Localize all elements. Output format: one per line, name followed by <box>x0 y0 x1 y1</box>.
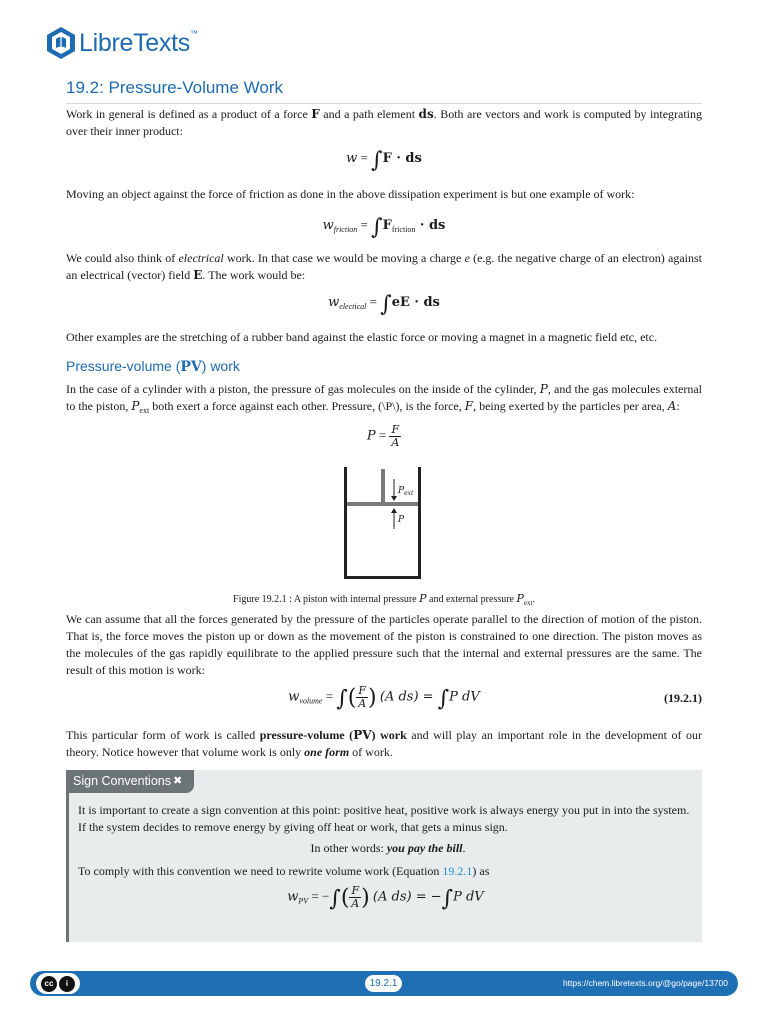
piston-rod <box>381 469 385 503</box>
pext-arrow-head <box>391 496 397 501</box>
p-arrow-head <box>391 508 397 513</box>
cc-license-badge[interactable] <box>36 973 80 994</box>
cylinder-left-wall <box>344 467 347 579</box>
p-label: P <box>398 515 405 525</box>
cc-icon: cc <box>41 976 57 992</box>
equation-friction: $w_{friction} = \int F_{friction}$ · ds <box>322 215 446 240</box>
equation-pressure: P = $\frac{F}{A}$ <box>366 423 400 449</box>
sign-conventions-callout <box>66 770 702 942</box>
paragraph-electrical: We could also think of electrical work. In that case we would be moving a charge e (e.g. the negative charge of an electron) against an electrical (vector) field E. The work would be: <box>66 251 702 282</box>
logo-text: LibreTexts™ <box>79 28 198 57</box>
pext-label: $P_{ext}$ <box>398 486 414 497</box>
callout-paragraph-bill: In other words: you pay the bill. <box>310 841 466 855</box>
paragraph-other-examples: Other examples are the stretching of a rubber band against the elastic force or moving a magnet in a magnetic field etc, etc. <box>66 330 658 344</box>
pin-icon[interactable]: ✖ <box>172 775 183 787</box>
libretexts-logo-icon <box>46 26 76 60</box>
cylinder-right-wall <box>418 467 421 579</box>
callout-paragraph-sign: It is important to create a sign convention at this point: positive heat, positive work is always energy you put in into the system. If the system decides to remove energy by giving off heat or work, that gets a minus sign. <box>78 803 690 834</box>
page-number: 19.2.1 <box>365 975 402 992</box>
paragraph-work-definition: Work in general is defined as a product of a force F and a path element ds. Both are vectors and work is computed by integrating over their inner product: <box>66 107 703 138</box>
libretexts-logo[interactable] <box>46 26 198 60</box>
cylinder-bottom <box>344 576 421 579</box>
callout-paragraph-rewrite: To comply with this convention we need to rewrite volume work (Equation 19.2.1) as <box>78 864 490 878</box>
page-url[interactable]: https://chem.libretexts.org/@go/page/13700 <box>562 978 728 988</box>
callout-equation: $w_{PV}$ = −∫( $\frac{F}{A}$ ) (A ds) = −∫P dV <box>287 884 484 912</box>
callout-tab: Sign Conventions ✖ <box>69 770 194 793</box>
figure-caption: Figure 19.2.1 : A piston with internal pressure P and external pressure $P_{ext}$. <box>233 592 535 607</box>
attribution-icon: i <box>59 976 75 992</box>
equation-reference-link[interactable]: 19.2.1 <box>442 864 473 878</box>
section-heading-pv-work: Pressure-volume (PV) work <box>66 358 240 375</box>
equation-work: w = ∫F · ds <box>346 148 422 173</box>
piston-figure <box>340 465 430 581</box>
paragraph-piston: In the case of a cylinder with a piston, the pressure of gas molecules on the inside of the cylinder, P, and the gas molecules external to the piston, $P_{ext}$ both exert a force against each other. Pressure, (\P\), is the force, F, being exerted by the particles per area, A: <box>66 382 703 415</box>
page-footer <box>30 971 738 996</box>
equation-volume-work: $w_{volume}$ = ∫( $\frac{F}{A}$ ) (A ds) = ∫P dV (19.2.1) <box>288 684 702 712</box>
paragraph-friction: Moving an object against the force of friction as done in the above dissipation experiment is but one example of work: <box>66 187 635 201</box>
paragraph-pv-work: This particular form of work is called pressure-volume (PV) work and will play an important role in the development of our theory. Notice however that volume work is only one form of work. <box>66 728 702 759</box>
paragraph-force-direction: We can assume that all the forces generated by the pressure of the particles operate parallel to the direction of motion of the piston. That is, the force moves the piston up or down as the movement of the piston is constrained to one direction. The piston moves as the molecules of the gas rapidly equilibrate to the applied pressure such that the internal and external pressures are the same. The result of this motion is work: <box>66 612 702 677</box>
equation-electrical: $w_{electical} = \int eE$ · ds <box>328 292 440 317</box>
equation-number: (19.2.1) <box>664 691 702 705</box>
page-title: 19.2: Pressure-Volume Work <box>66 78 702 104</box>
